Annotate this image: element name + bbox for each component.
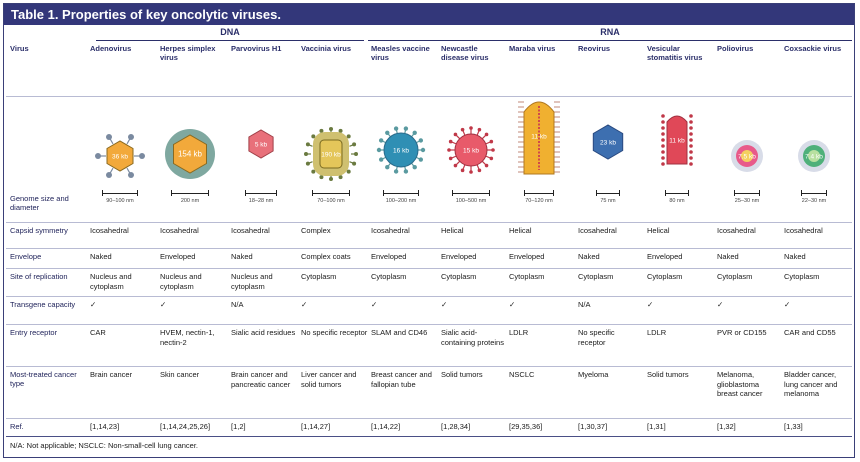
cell-site: Cytoplasm [647,272,683,281]
table-title: Table 1. Properties of key oncolytic viruses. [4,4,854,25]
virus-illustration-reo [573,96,643,196]
cell-transgene: N/A [231,300,244,309]
genome-size-label: 190 kb [321,151,341,159]
cell-envelope: Naked [231,252,253,261]
cell-site: Cytoplasm [301,272,337,281]
cell-cancer: Bladder cancer, lung cancer and melanoma [784,370,838,398]
cell-site: Nucleus and cytoplasm [231,272,273,291]
cell-cancer: Brain cancer and pancreatic cancer [231,370,291,389]
cell-cancer: Brain cancer [90,370,133,379]
row-label-envelope: Envelope [10,252,42,261]
genome-size-label: 11 kb [669,137,685,145]
cell-envelope: Enveloped [371,252,407,261]
column-header: Vaccinia virus [301,44,352,53]
cell-transgene: ✓ [90,300,97,309]
row-divider [6,436,852,437]
column-header: Coxsackie virus [784,44,842,53]
cell-cancer: Liver cancer and solid tumors [301,370,357,389]
column-header: Newcastle disease virus [441,44,489,62]
genome-size-label: 7.5 kb [738,153,756,161]
scale-label: 90–100 nm [106,198,134,204]
virus-column-header: Virus [10,44,29,53]
cell-site: Cytoplasm [371,272,407,281]
column-header: Adenovirus [90,44,132,53]
cell-receptor: LDLR [647,328,667,337]
cell-receptor: Sialic acid residues [231,328,296,337]
cell-ref: [1,2] [231,422,246,431]
cell-capsid: Icosahedral [371,226,410,235]
cell-transgene: N/A [578,300,591,309]
cell-ref: [1,14,23] [90,422,120,431]
virus-illustration-coxsackie [779,96,849,196]
virus-illustration-adeno [85,96,155,196]
row-label-genome: Genome size and diameter [10,194,69,212]
row-divider [6,418,852,419]
genome-size-label: 154 kb [177,149,203,159]
scale-label: 100–500 nm [455,198,487,204]
row-label-transgene: Transgene capacity [10,300,76,309]
cell-capsid: Icosahedral [717,226,756,235]
cell-ref: [1,33] [784,422,803,431]
virus-illustration-hsv [155,96,225,196]
cell-cancer: Solid tumors [647,370,689,379]
cell-ref: [1,30,37] [578,422,608,431]
cell-transgene: ✓ [441,300,448,309]
cell-site: Cytoplasm [441,272,477,281]
genome-size-label: 7.4 kb [805,153,823,161]
column-header: Herpes simplex virus [160,44,216,62]
cell-capsid: Helical [441,226,464,235]
cell-envelope: Naked [90,252,112,261]
cell-cancer: Melanoma, glioblastoma breast cancer [717,370,763,398]
cell-envelope: Naked [784,252,806,261]
cell-envelope: Enveloped [647,252,683,261]
cell-receptor: No specific receptor [578,328,615,347]
cell-transgene: ✓ [160,300,167,309]
cell-ref: [1,28,34] [441,422,471,431]
cell-receptor: CAR [90,328,106,337]
scale-label: 25–30 nm [734,198,760,204]
cell-ref: [1,14,27] [301,422,331,431]
scale-label: 80 nm [669,198,685,204]
row-divider [6,268,852,269]
cell-capsid: Icosahedral [784,226,823,235]
genome-size-label: 11 kb [531,133,547,141]
cell-site: Cytoplasm [784,272,820,281]
column-header: Parvovirus H1 [231,44,282,53]
cell-capsid: Icosahedral [90,226,129,235]
row-label-receptor: Entry receptor [10,328,58,337]
group-rna: RNA [600,27,620,37]
cell-capsid: Icosahedral [160,226,199,235]
cell-capsid: Icosahedral [231,226,270,235]
virus-illustration-ndv [436,96,506,196]
row-label-site: Site of replication [10,272,68,281]
genome-size-label: 23 kb [600,139,616,147]
cell-transgene: ✓ [647,300,654,309]
cell-ref: [1,32] [717,422,736,431]
row-divider [6,366,852,367]
cell-receptor: No specific receptor [301,328,368,337]
table-figure [3,3,855,458]
cell-transgene: ✓ [784,300,791,309]
column-header: Reovirus [578,44,611,53]
column-header: Measles vaccine virus [371,44,430,62]
genome-size-label: 15 kb [463,147,479,155]
column-header: Vesicular stomatitis virus [647,44,703,62]
column-header: Poliovirus [717,44,754,53]
cell-envelope: Enveloped [441,252,477,261]
cell-envelope: Enveloped [160,252,196,261]
row-divider [6,222,852,223]
cell-transgene: ✓ [301,300,308,309]
genome-size-label: 36 kb [112,153,128,161]
cell-receptor: Sialic acid-containing proteins [441,328,504,347]
cell-ref: [1,14,22] [371,422,401,431]
cell-transgene: ✓ [371,300,378,309]
cell-capsid: Helical [647,226,670,235]
cell-ref: [1,14,24,25,26] [160,422,211,431]
cell-envelope: Naked [717,252,739,261]
row-divider [6,324,852,325]
cell-envelope: Enveloped [509,252,545,261]
cell-capsid: Complex [301,226,331,235]
cell-site: Cytoplasm [578,272,614,281]
genome-size-label: 5 kb [254,141,268,149]
virus-illustration-parvo [226,96,296,196]
row-label-capsid: Capsid symmetry [10,226,68,235]
virus-illustration-maraba [504,96,574,196]
cell-cancer: Solid tumors [441,370,483,379]
scale-label: 70–120 nm [525,198,553,204]
virus-illustration-vaccinia [296,96,366,196]
virus-illustration-measles [366,96,436,196]
scale-label: 75 nm [600,198,616,204]
cell-receptor: HVEM, nectin-1, nectin-2 [160,328,215,347]
group-rna-rule [368,40,852,41]
cell-cancer: NSCLC [509,370,535,379]
cell-site: Nucleus and cytoplasm [90,272,132,291]
scale-label: 22–30 nm [801,198,827,204]
scale-label: 200 nm [180,198,200,204]
cell-receptor: SLAM and CD46 [371,328,428,337]
cell-transgene: ✓ [509,300,516,309]
row-label-cancer: Most-treated cancer type [10,370,77,388]
row-divider [6,248,852,249]
genome-size-label: 16 kb [393,147,409,155]
scale-label: 100–200 nm [385,198,417,204]
virus-illustration-vsv [642,96,712,196]
cell-envelope: Naked [578,252,600,261]
virus-illustration-polio [712,96,782,196]
column-header: Maraba virus [509,44,556,53]
cell-transgene: ✓ [717,300,724,309]
cell-capsid: Icosahedral [578,226,617,235]
scale-label: 18–28 nm [248,198,274,204]
cell-site: Cytoplasm [717,272,753,281]
cell-ref: [1,31] [647,422,666,431]
group-dna: DNA [220,27,240,37]
cell-cancer: Breast cancer and fallopian tube [371,370,432,389]
cell-site: Nucleus and cytoplasm [160,272,202,291]
footnote: N/A: Not applicable; NSCLC: Non-small-cell lung cancer. [10,441,198,450]
cell-cancer: Myeloma [578,370,609,379]
cell-receptor: PVR or CD155 [717,328,767,337]
row-label-ref: Ref. [10,422,24,431]
cell-ref: [29,35,36] [509,422,543,431]
row-divider [6,296,852,297]
cell-receptor: CAR and CD55 [784,328,836,337]
group-dna-rule [96,40,364,41]
cell-site: Cytoplasm [509,272,545,281]
cell-capsid: Helical [509,226,532,235]
cell-receptor: LDLR [509,328,529,337]
scale-label: 70–100 nm [317,198,345,204]
cell-cancer: Skin cancer [160,370,200,379]
cell-envelope: Complex coats [301,252,351,261]
